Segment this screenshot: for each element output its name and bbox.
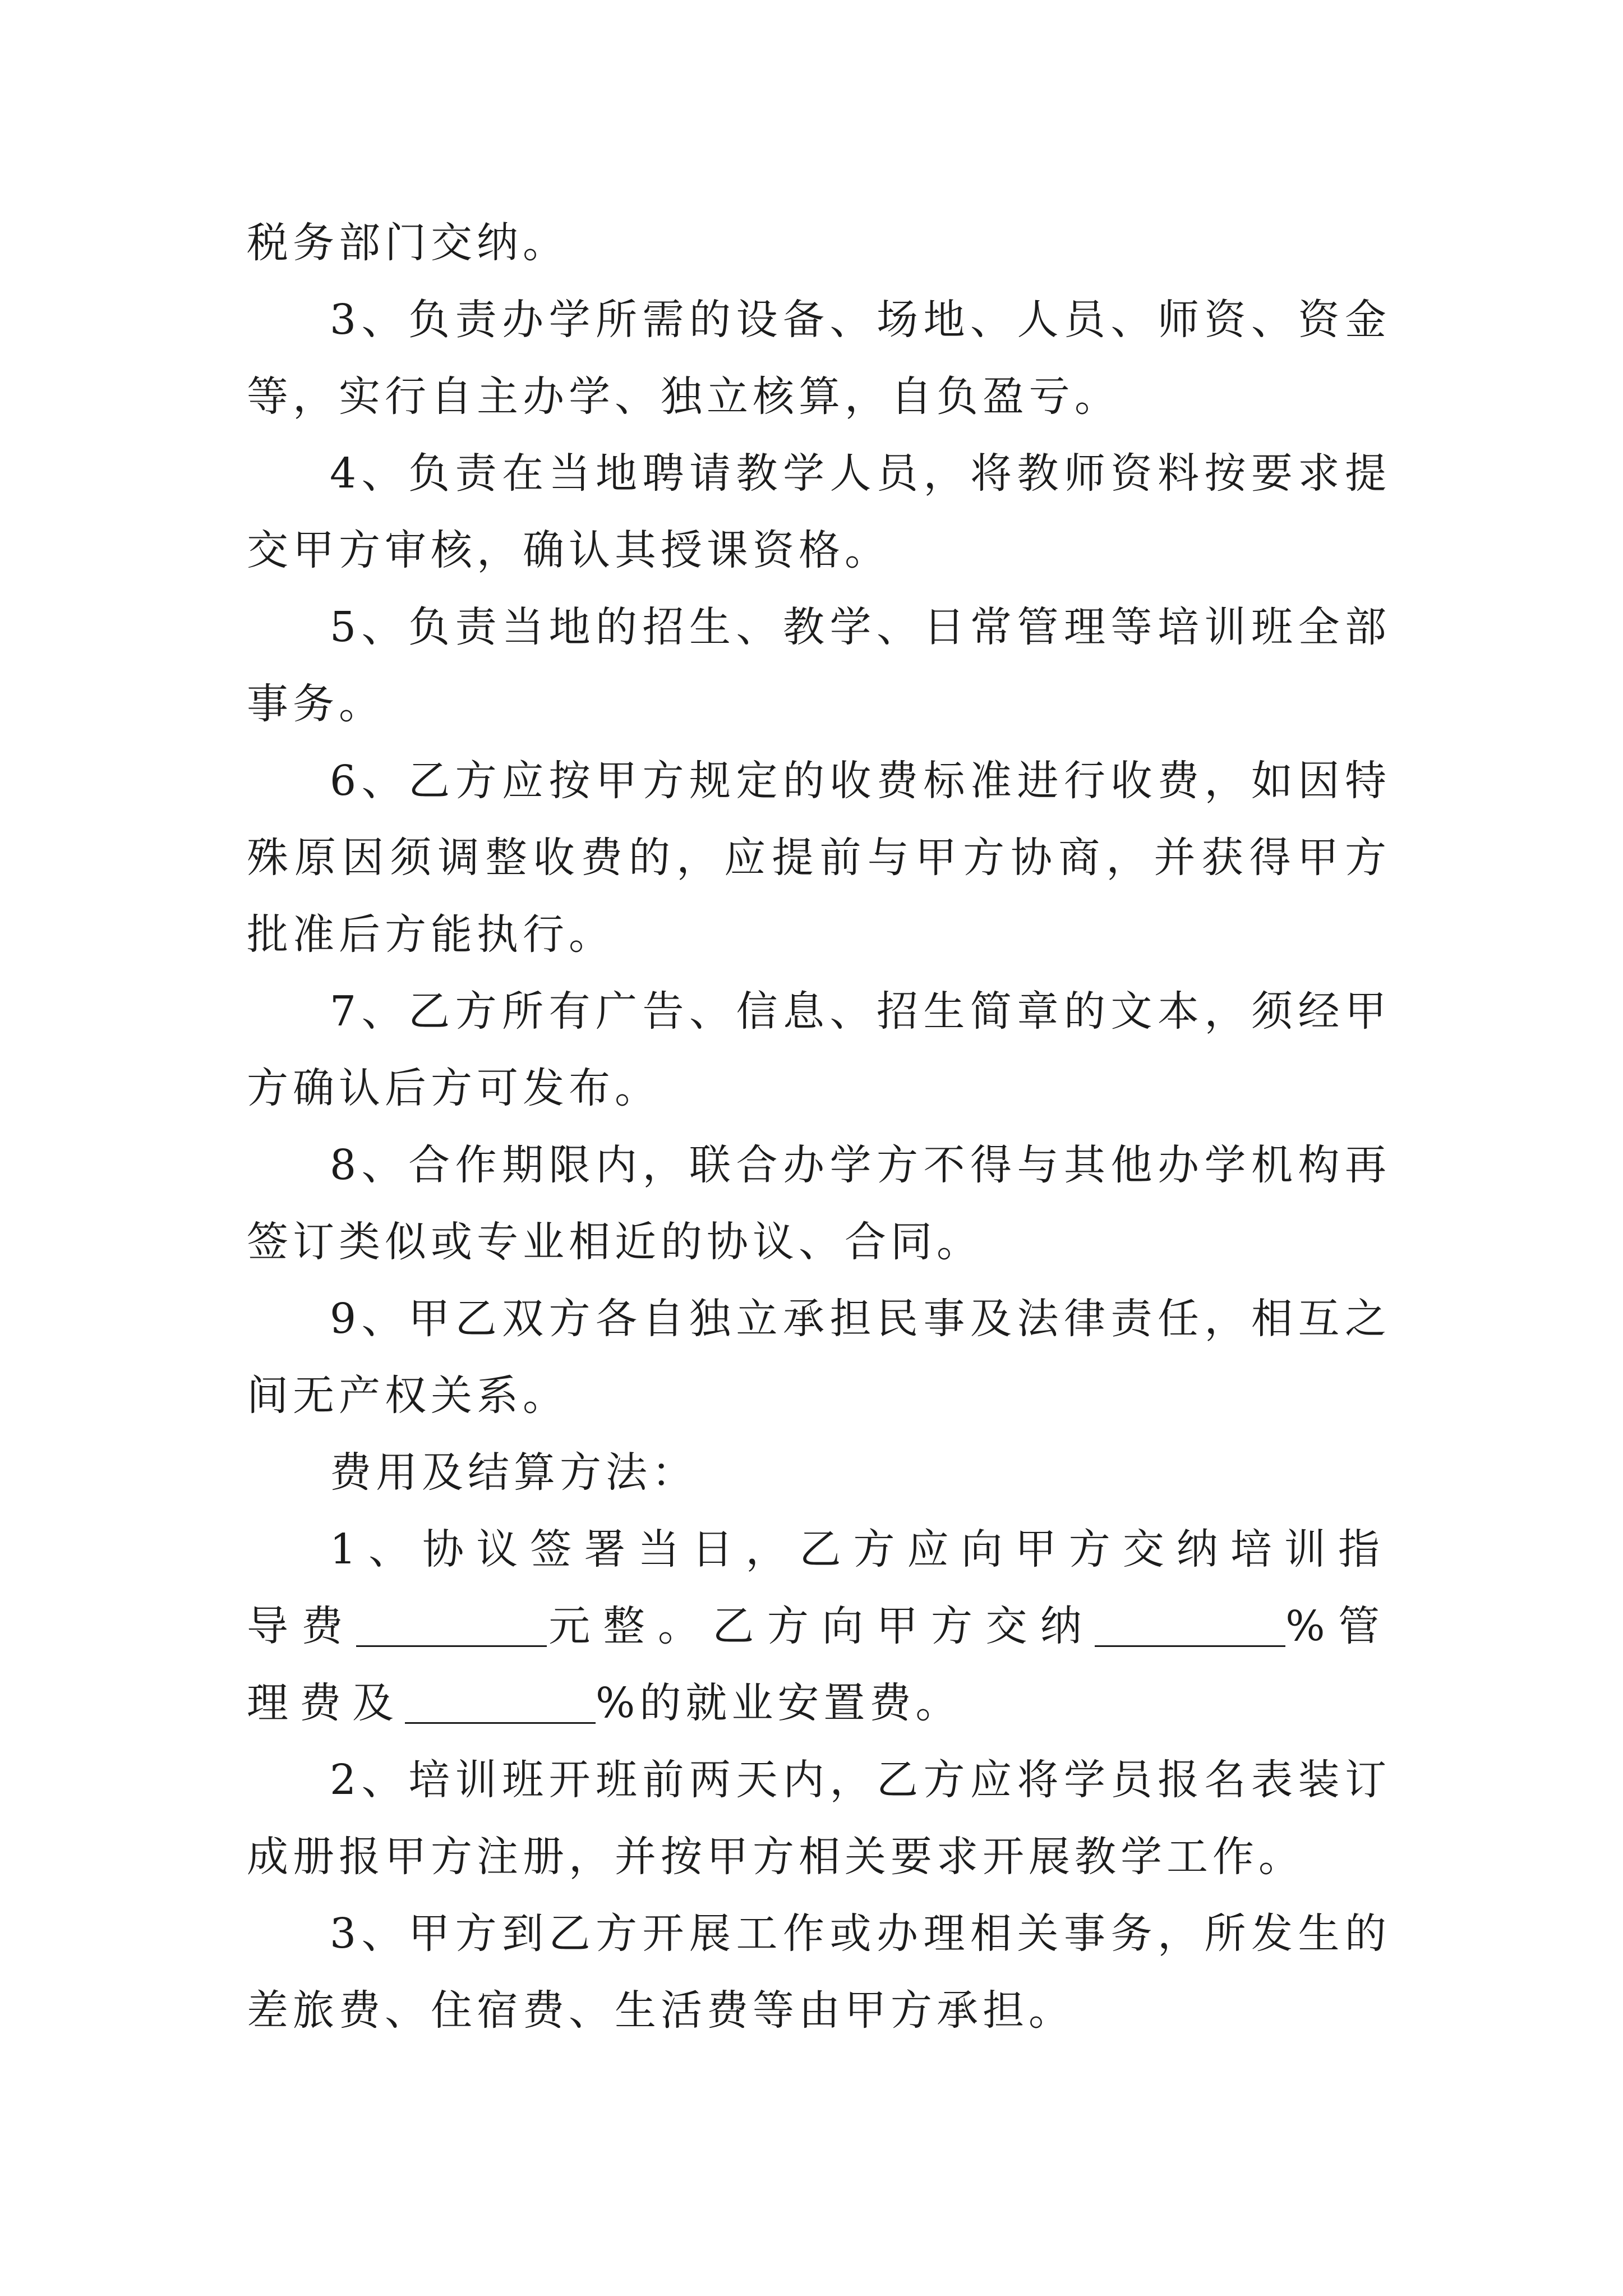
fee-item-2: 2、培训班开班前两天内，乙方应将学员报名表装订成册报甲方注册，并按甲方相关要求开展教学工作。 bbox=[247, 1756, 1391, 1881]
clause-6: 6、乙方应按甲方规定的收费标准进行收费，如因特殊原因须调整收费的，应提前与甲方协商，并获得甲方批准后方能执行。 bbox=[247, 757, 1391, 959]
fee-item-1-text-d: %的就业安置费。 bbox=[596, 1679, 962, 1727]
fee-item-1 bbox=[247, 1511, 1391, 1742]
clause-8: 8、合作期限内，联合办学方不得与其他办学机构再签订类似或专业相近的协议、合同。 bbox=[247, 1141, 1391, 1266]
clause-9: 9、甲乙双方各自独立承担民事及法律责任，相互之间无产权关系。 bbox=[247, 1295, 1391, 1420]
fee-item-1-text-b: 元整。乙方向甲方交纳 bbox=[546, 1602, 1095, 1650]
clause-3: 3、负责办学所需的设备、场地、人员、师资、资金等，实行自主办学、独立核算，自负盈亏。 bbox=[247, 296, 1391, 421]
training-fee-blank[interactable] bbox=[356, 1604, 547, 1647]
paragraph-continuation: 税务部门交纳。 bbox=[247, 219, 569, 267]
clause-4: 4、负责在当地聘请教学人员，将教师资料按要求提交甲方审核，确认其授课资格。 bbox=[247, 449, 1391, 574]
clause-7: 7、乙方所有广告、信息、招生简章的文本，须经甲方确认后方可发布。 bbox=[247, 987, 1391, 1112]
fee-item-1-text-a: 1、协议签署当日，乙方应向甲方交纳培训指导费 bbox=[247, 1525, 1391, 1650]
document-body bbox=[247, 205, 1391, 2049]
fee-item-1-text-c: %管理费及 bbox=[247, 1602, 1391, 1727]
fee-item-3: 3、甲方到乙方开展工作或办理相关事务，所发生的差旅费、住宿费、生活费等由甲方承担。 bbox=[247, 1910, 1391, 2035]
placement-fee-blank[interactable] bbox=[405, 1681, 596, 1724]
management-fee-blank[interactable] bbox=[1095, 1604, 1285, 1647]
clause-5: 5、负责当地的招生、教学、日常管理等培训班全部事务。 bbox=[247, 603, 1391, 728]
fees-heading: 费用及结算方法： bbox=[330, 1448, 698, 1497]
